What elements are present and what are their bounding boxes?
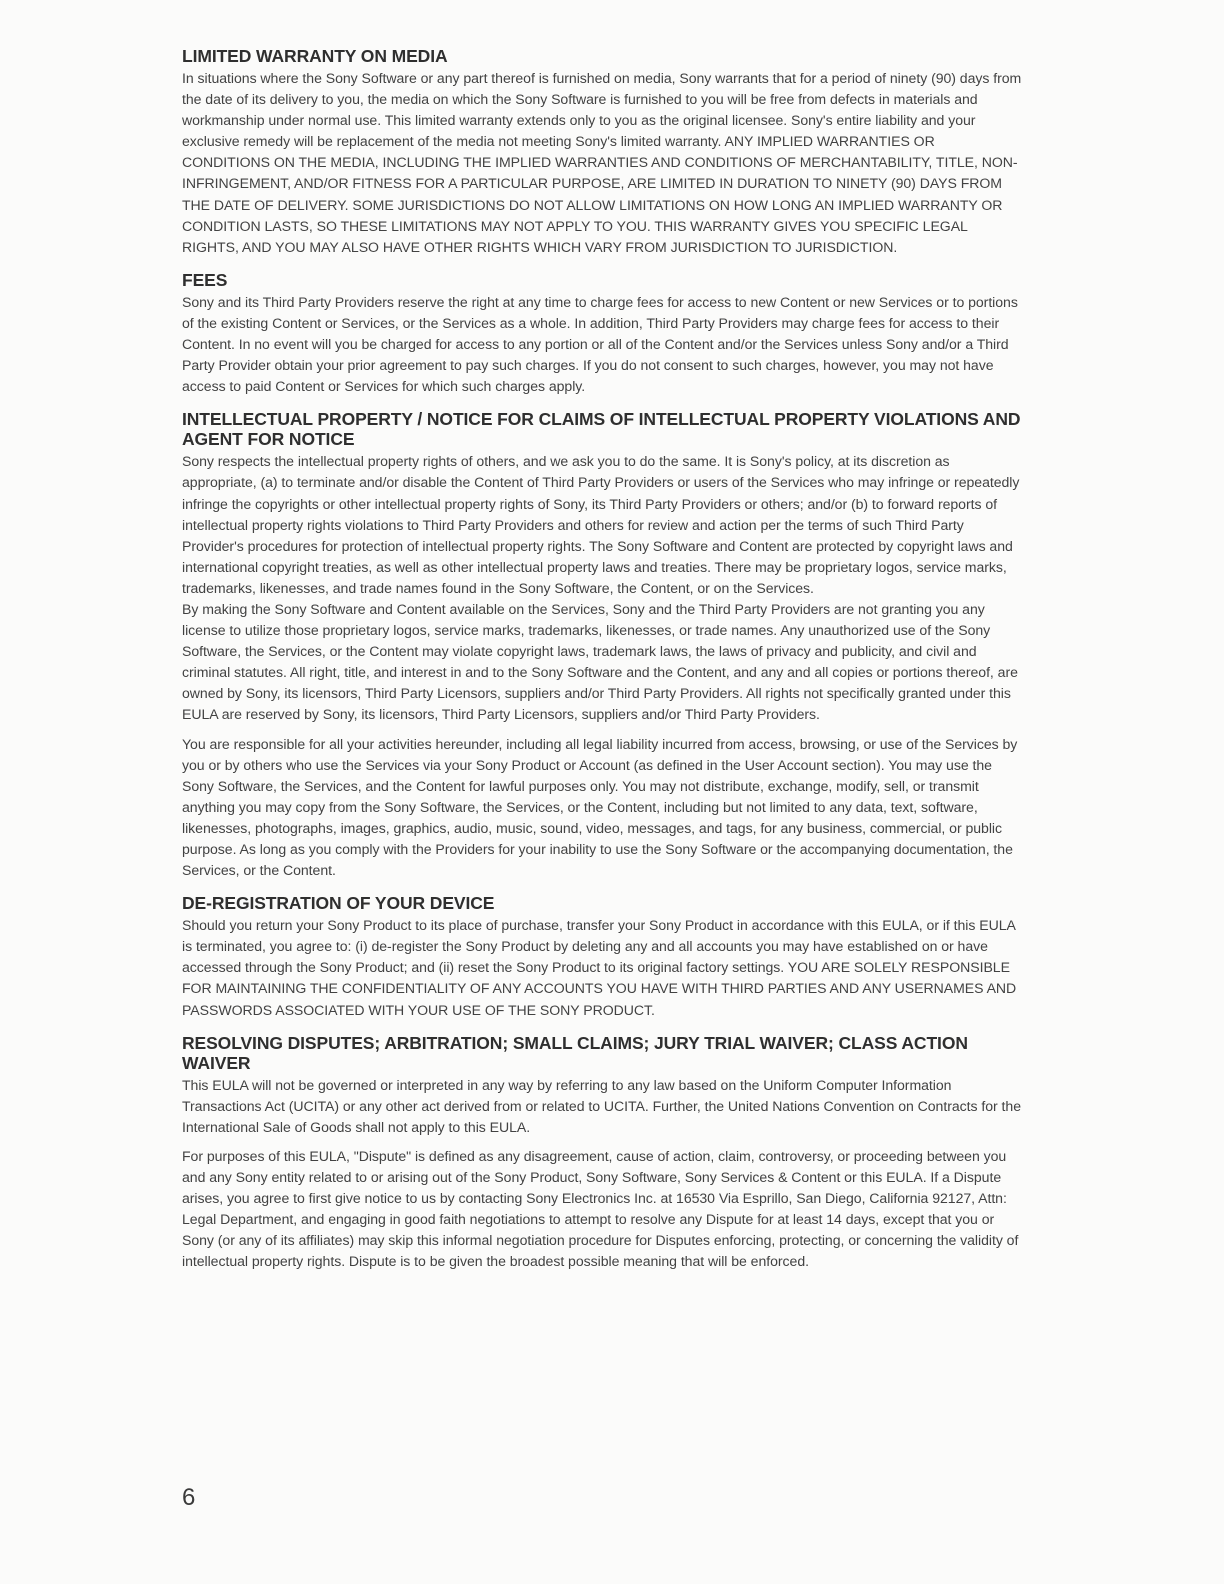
paragraph: By making the Sony Software and Content available on the Services, Sony and the Third Party Providers are not granting you any license to utilize those proprietary logos, service marks, trademarks, likenesses, or trade names. Any unauthorized use of the Sony Software, the Services, or the Content may violate copyright laws, trademark laws, the laws of privacy and publicity, and civil and criminal statutes. All right, title, and interest in and to the Sony Software and the Content, and any and all copies or portions thereof, are owned by Sony, its licensors, Third Party Licensors, suppliers and/or Third Party Providers. All rights not specifically granted under this EULA are reserved by Sony, its licensors, Third Party Licensors, suppliers and/or Third Party Providers. [182, 600, 1018, 723]
section-deregistration [182, 893, 1024, 1020]
section-heading: INTELLECTUAL PROPERTY / NOTICE FOR CLAIMS OF INTELLECTUAL PROPERTY VIOLATIONS AND AGENT FOR NOTICE [182, 409, 1021, 450]
page-number: 6 [182, 1484, 196, 1511]
paragraph: This EULA will not be governed or interpreted in any way by referring to any law based on the Uniform Computer Information Transactions Act (UCITA) or any other act derived from or related to UCITA. Further, the United Nations Convention on Contracts for the International Sale of Goods shall not apply to this EULA. [182, 1076, 1021, 1135]
paragraph: You are responsible for all your activities hereunder, including all legal liability incurred from access, browsing, or use of the Services by you or by others who use the Services via your Sony Product or Account (as defined in the User Account section). You may use the Sony Software, the Services, and the Content for lawful purposes only. You may not distribute, exchange, modify, sell, or transmit anything you may copy from the Sony Software, the Services, or the Content, including but not limited to any data, text, software, likenesses, photographs, images, graphics, audio, music, sound, video, messages, and tags, for any business, commercial, or public purpose. As long as you comply with the Providers for your inability to use the Sony Software or the accompanying documentation, the Services, or the Content. [182, 735, 1018, 879]
section-fees [182, 270, 1024, 397]
paragraph: Sony respects the intellectual property rights of others, and we ask you to do the same. It is Sony's policy, at its discretion as appropriate, (a) to terminate and/or disable the Content of Third Party Providers or users of the Services who may infringe or repeatedly infringe the copyrights or other intellectual property rights of Sony, its Third Party Providers or others; and/or (b) to forward reports of intellectual property rights violations to Third Party Providers and others for review and action per the terms of such Third Party Provider's procedures for protection of intellectual property rights. The Sony Software and Content are protected by copyright laws and international copyright treaties, as well as other intellectual property laws and treaties. There may be proprietary logos, service marks, trademarks, likenesses, and trade names found in the Sony Software, the Content, or on the Services. [182, 453, 1020, 596]
section-heading: RESOLVING DISPUTES; ARBITRATION; SMALL CLAIMS; JURY TRIAL WAIVER; CLASS ACTION WAIVER [182, 1032, 968, 1073]
paragraph: In situations where the Sony Software or any part thereof is furnished on media, Sony warrants that for a period of ninety (90) days from the date of its delivery to you, the media on which the Sony Software is furnished to you will be free from defects in materials and workmanship under normal use. This limited warranty extends only to you as the original licensee. Sony's entire liability and your exclusive remedy will be replacement of the media not meeting Sony's limited warranty. ANY IMPLIED WARRANTIES OR CONDITIONS ON THE MEDIA, INCLUDING THE IMPLIED WARRANTIES AND CONDITIONS OF MERCHANTABILITY, TITLE, NON-INFRINGEMENT, AND/OR FITNESS FOR A PARTICULAR PURPOSE, ARE LIMITED IN DURATION TO NINETY (90) DAYS FROM THE DATE OF DELIVERY. SOME JURISDICTIONS DO NOT ALLOW LIMITATIONS ON HOW LONG AN IMPLIED WARRANTY OR CONDITION LASTS, SO THESE LIMITATIONS MAY NOT APPLY TO YOU. THIS WARRANTY GIVES YOU SPECIFIC LEGAL RIGHTS, AND YOU MAY ALSO HAVE OTHER RIGHTS WHICH VARY FROM JURISDICTION TO JURISDICTION. [182, 70, 1022, 255]
section-heading: LIMITED WARRANTY ON MEDIA [182, 46, 448, 66]
section-heading: DE-REGISTRATION OF YOUR DEVICE [182, 893, 495, 914]
section-heading: FEES [182, 269, 228, 290]
section-disputes [182, 1033, 1024, 1273]
section-intellectual-property [182, 409, 1024, 881]
section-limited-warranty [182, 46, 1024, 258]
paragraph: Should you return your Sony Product to its place of purchase, transfer your Sony Product in accordance with this EULA, or if this EULA is terminated, you agree to: (i) de-register the Sony Product by deleting any and all accounts you may have established on or have accessed through the Sony Product; and (ii) reset the Sony Product to its original factory settings. YOU ARE SOLELY RESPONSIBLE FOR MAINTAINING THE CONFIDENTIALITY OF ANY ACCOUNTS YOU HAVE WITH THIRD PARTIES AND ANY USERNAMES AND PASSWORDS ASSOCIATED WITH YOUR USE OF THE SONY PRODUCT. [182, 917, 1017, 1018]
document-page [182, 46, 1024, 1285]
paragraph: Sony and its Third Party Providers reserve the right at any time to charge fees for access to new Content or new Services or to portions of the existing Content or Services, or the Services as a whole. In addition, Third Party Providers may charge fees for access to their Content. In no event will you be charged for access to any portion or all of the Content and/or the Services unless Sony and/or a Third Party Provider obtain your prior agreement to pay such charges. If you do not consent to such charges, however, you may not have access to paid Content or Services for which such charges apply. [182, 293, 1018, 395]
paragraph: For purposes of this EULA, "Dispute" is defined as any disagreement, cause of action, claim, controversy, or proceeding between you and any Sony entity related to or arising out of the Sony Product, Sony Software, Sony Services & Content or this EULA. If a Dispute arises, you agree to first give notice to us by contacting Sony Electronics Inc. at 16530 Via Esprillo, San Diego, California 92127, Attn: Legal Department, and engaging in good faith negotiations to attempt to resolve any Dispute for at least 14 days, except that you or Sony (or any of its affiliates) may skip this informal negotiation procedure for Disputes enforcing, protecting, or concerning the validity of intellectual property rights. Dispute is to be given the broadest possible meaning that will be enforced. [182, 1147, 1019, 1270]
